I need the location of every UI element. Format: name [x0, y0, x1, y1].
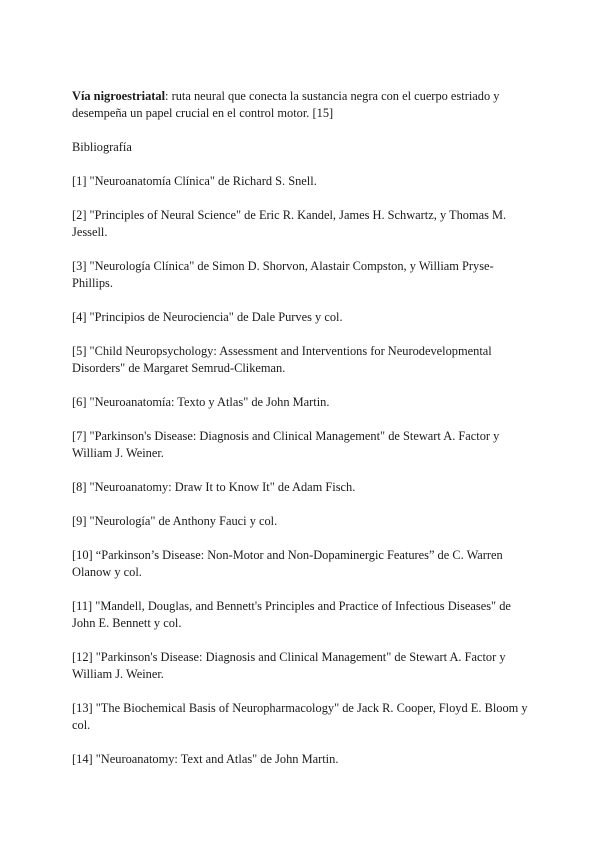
bibliography-item-13: [13] "The Biochemical Basis of Neuropharmacology" de Jack R. Cooper, Floyd E. Bloom y col. [72, 701, 528, 732]
bibliography-list [72, 173, 532, 768]
bibliography-item-1: [1] "Neuroanatomía Clínica" de Richard S. Snell. [72, 174, 317, 188]
bibliography-item-4: [4] "Principios de Neurociencia" de Dale Purves y col. [72, 310, 343, 324]
intro-term: Vía nigroestriatal [72, 89, 166, 103]
bibliography-item-8: [8] "Neuroanatomy: Draw It to Know It" de Adam Fisch. [72, 480, 356, 494]
bibliography-item-12: [12] "Parkinson's Disease: Diagnosis and Clinical Management" de Stewart A. Factor y William J. Weiner. [72, 650, 506, 681]
bibliography-item-10: [10] “Parkinson’s Disease: Non-Motor and Non-Dopaminergic Features” de C. Warren Olanow y col. [72, 548, 503, 579]
bibliography-item-9: [9] "Neurología" de Anthony Fauci y col. [72, 514, 278, 528]
bibliography-item-3: [3] "Neurología Clínica" de Simon D. Shorvon, Alastair Compston, y William Pryse-Phillips. [72, 259, 494, 290]
bibliography-item-11: [11] "Mandell, Douglas, and Bennett's Principles and Practice of Infectious Diseases" de John E. Bennett y col. [72, 599, 511, 630]
bibliography-item-5: [5] "Child Neuropsychology: Assessment and Interventions for Neurodevelopmental Disorders" de Margaret Semrud-Clikeman. [72, 344, 492, 375]
bibliography-item-14: [14] "Neuroanatomy: Text and Atlas" de John Martin. [72, 752, 339, 766]
bibliography-heading: Bibliografía [72, 140, 132, 154]
intro-definition: : ruta neural que conecta la sustancia negra con el cuerpo estriado y desempeña un papel crucial en el control motor. [15] [72, 89, 500, 120]
document-page [72, 88, 532, 785]
bibliography-item-2: [2] "Principles of Neural Science" de Eric R. Kandel, James H. Schwartz, y Thomas M. Jessell. [72, 208, 507, 239]
intro-paragraph [72, 88, 532, 122]
bibliography-item-6: [6] "Neuroanatomía: Texto y Atlas" de John Martin. [72, 395, 330, 409]
bibliography-item-7: [7] "Parkinson's Disease: Diagnosis and Clinical Management" de Stewart A. Factor y William J. Weiner. [72, 429, 500, 460]
